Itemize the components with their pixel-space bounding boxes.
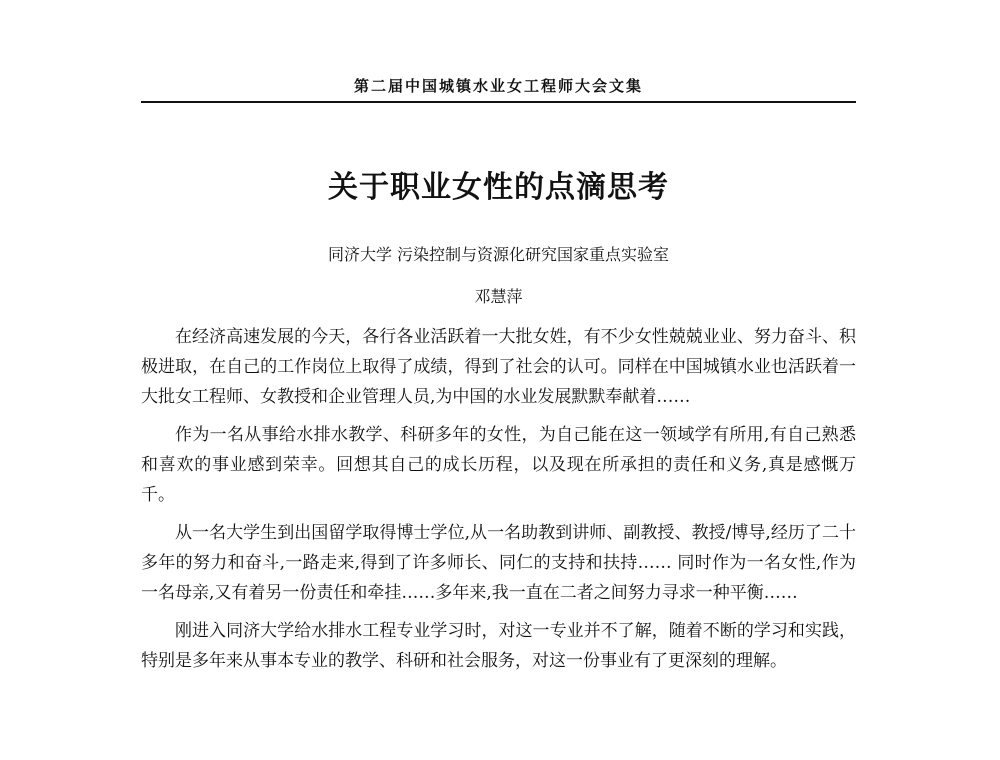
header-rule <box>141 101 856 103</box>
author-affiliation: 同济大学 污染控制与资源化研究国家重点实验室 <box>327 245 670 264</box>
article-body <box>141 322 856 684</box>
paragraph-4: 刚进入同济大学给水排水工程专业学习时，对这一专业并不了解，随着不断的学习和实践，特别是多年来从事本专业的教学、科研和社会服务，对这一份事业有了更深刻的理解。 <box>141 621 856 671</box>
paragraph-2: 作为一名从事给水排水教学、科研多年的女性，为自己能在这一领域学有所用,有自己熟悉和喜欢的事业感到荣幸。回想其自己的成长历程，以及现在所承担的责任和义务,真是感慨万千。 <box>141 425 856 505</box>
author-name: 邓慧萍 <box>474 287 523 306</box>
paragraph-3: 从一名大学生到出国留学取得博士学位,从一名助教到讲师、副教授、教授/博导,经历了二十多年的努力和奋斗,一路走来,得到了许多师长、同仁的支持和扶持…… 同时作为一名女性,作为一名母亲,又有着另一份责任和牵挂……多年来,我一直在二者之间努力寻求一种平衡…… <box>141 523 856 603</box>
article-title: 关于职业女性的点滴思考 <box>328 170 669 205</box>
running-header: 第二届中国城镇水业女工程师大会文集 <box>353 77 643 95</box>
paragraph-1: 在经济高速发展的今天，各行各业活跃着一大批女姓，有不少女性兢兢业业、努力奋斗、积极进取，在自己的工作岗位上取得了成绩，得到了社会的认可。同样在中国城镇水业也活跃着一大批女工程师、女教授和企业管理人员,为中国的水业发展默默奉献着…… <box>141 327 856 407</box>
